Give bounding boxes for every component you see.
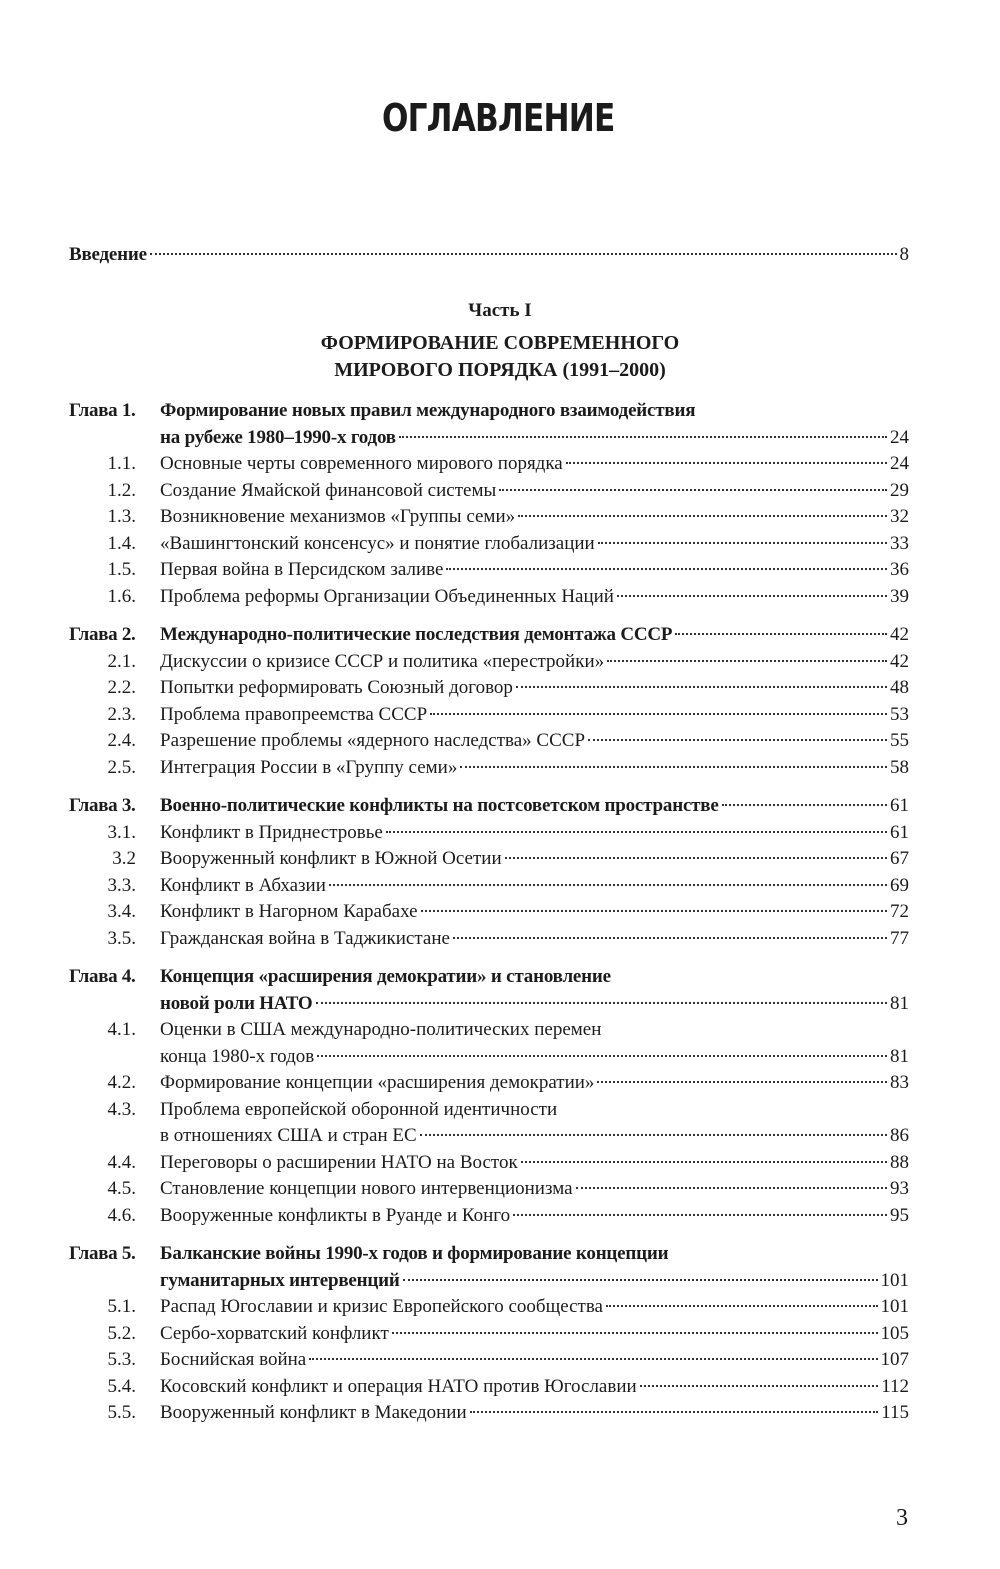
leader-dots: [420, 1134, 887, 1136]
page-ref: 24: [890, 427, 909, 448]
toc-chapter-row[interactable]: [0, 622, 1000, 652]
toc-section-row[interactable]: [0, 846, 1000, 876]
leader-dots: [399, 436, 887, 438]
section-number: 3.3.: [107, 875, 136, 896]
page-ref: 101: [880, 1270, 909, 1291]
page-ref: 53: [890, 704, 909, 725]
leader-dots: [309, 1358, 877, 1360]
toc-section-row[interactable]: [0, 1294, 1000, 1324]
leader-dots: [617, 595, 887, 597]
section-title: Проблема правопреемства СССР: [160, 704, 428, 725]
leader-dots: [606, 1305, 878, 1307]
section-number: 4.2.: [107, 1072, 136, 1093]
chapter-label: Глава 4.: [69, 966, 136, 987]
section-title: Формирование концепции «расширения демократии»: [160, 1072, 595, 1093]
page-ref: 29: [890, 480, 909, 501]
page-ref: 95: [890, 1205, 909, 1226]
page-ref: 48: [890, 677, 909, 698]
section-title: Проблема реформы Организации Объединенных Наций: [160, 586, 614, 607]
intro-title: Введение: [69, 244, 147, 265]
leader-dots: [386, 831, 887, 833]
section-title: Конфликт в Нагорном Карабахе: [160, 901, 418, 922]
section-number: 2.2.: [107, 677, 136, 698]
section-title: Оценки в США международно-политических перемен: [160, 1019, 602, 1040]
section-number: 3.2: [112, 848, 136, 869]
section-title: Переговоры о расширении НАТО на Восток: [160, 1152, 518, 1173]
toc-section-row[interactable]: [0, 504, 1000, 534]
leader-dots: [598, 542, 887, 544]
section-number: 4.6.: [107, 1205, 136, 1226]
page-ref: 83: [890, 1072, 909, 1093]
section-title: Создание Ямайской финансовой системы: [160, 480, 497, 501]
section-title: Распад Югославии и кризис Европейского сообщества: [160, 1296, 603, 1317]
leader-dots: [640, 1385, 879, 1387]
leader-dots: [453, 937, 887, 939]
part-title: [0, 330, 1000, 384]
section-title: Попытки реформировать Союзный договор: [160, 677, 513, 698]
section-number: 4.4.: [107, 1152, 136, 1173]
page-ref: 55: [890, 730, 909, 751]
chapter-title: на рубеже 1980–1990-х годов: [160, 427, 396, 448]
intro-page: 8: [899, 244, 909, 265]
chapter-title: Балканские войны 1990-х годов и формирование концепции: [160, 1243, 669, 1264]
leader-dots: [607, 660, 887, 662]
toc-section-row[interactable]: [0, 1017, 1000, 1047]
page-ref: 77: [890, 928, 909, 949]
section-number: 5.5.: [107, 1402, 136, 1423]
toc-intro-row[interactable]: [0, 242, 1000, 272]
leader-dots: [446, 568, 887, 570]
toc-chapter-row[interactable]: [0, 1241, 1000, 1271]
chapter-title: Концепция «расширения демократии» и становление: [160, 966, 611, 987]
page-ref: 33: [890, 533, 909, 554]
chapter-title: Формирование новых правил международного взаимодействия: [160, 400, 696, 421]
toc-chapter-row[interactable]: [0, 964, 1000, 994]
toc-section-row[interactable]: [0, 1203, 1000, 1233]
leader-dots: [316, 1002, 887, 1004]
toc-chapter-row[interactable]: [0, 793, 1000, 823]
leader-dots: [392, 1332, 878, 1334]
section-title: Конфликт в Абхазии: [160, 875, 326, 896]
leader-dots: [566, 462, 887, 464]
section-title: Основные черты современного мирового порядка: [160, 453, 563, 474]
section-title: Первая война в Персидском заливе: [160, 559, 444, 580]
page-ref: 105: [880, 1323, 909, 1344]
section-number: 5.3.: [107, 1349, 136, 1370]
toc-section-row[interactable]: [0, 728, 1000, 758]
page-ref: 61: [890, 822, 909, 843]
leader-dots: [317, 1055, 887, 1057]
leader-dots: [505, 857, 887, 859]
leader-dots: [421, 910, 887, 912]
page-ref: 32: [890, 506, 909, 527]
section-number: 4.3.: [107, 1099, 136, 1120]
section-number: 2.5.: [107, 757, 136, 778]
chapter-title: новой роли НАТО: [160, 993, 313, 1014]
toc-section-row[interactable]: [0, 557, 1000, 587]
leader-dots: [516, 686, 887, 688]
chapter-label: Глава 3.: [69, 795, 136, 816]
section-number: 1.2.: [107, 480, 136, 501]
section-number: 3.4.: [107, 901, 136, 922]
leader-dots: [675, 633, 887, 635]
page-ref: 61: [890, 795, 909, 816]
page-ref: 58: [890, 757, 909, 778]
leader-dots: [521, 1161, 887, 1163]
section-number: 1.1.: [107, 453, 136, 474]
section-title: Вооруженные конфликты в Руанде и Конго: [160, 1205, 511, 1226]
page-ref: 81: [890, 993, 909, 1014]
section-title: Гражданская война в Таджикистане: [160, 928, 450, 949]
chapter-title: Международно-политические последствия демонтажа СССР: [160, 624, 673, 645]
toc-section-row[interactable]: [0, 899, 1000, 929]
page-ref: 72: [890, 901, 909, 922]
toc-section-row[interactable]: [0, 926, 1000, 956]
leader-dots: [470, 1411, 879, 1413]
chapter-label: Глава 5.: [69, 1243, 136, 1264]
toc-section-row[interactable]: [0, 1123, 1000, 1153]
page-ref: 36: [890, 559, 909, 580]
section-number: 1.5.: [107, 559, 136, 580]
section-number: 3.1.: [107, 822, 136, 843]
section-number: 4.1.: [107, 1019, 136, 1040]
section-number: 2.4.: [107, 730, 136, 751]
page-ref: 42: [890, 651, 909, 672]
leader-dots: [597, 1081, 887, 1083]
page-ref: 67: [890, 848, 909, 869]
toc-section-row[interactable]: [0, 1400, 1000, 1430]
page-ref: 93: [890, 1178, 909, 1199]
section-title: Интеграция России в «Группу семи»: [160, 757, 458, 778]
leader-dots: [403, 1279, 878, 1281]
toc-section-row[interactable]: [0, 1070, 1000, 1100]
page-ref: 69: [890, 875, 909, 896]
page-ref: 101: [880, 1296, 909, 1317]
toc-section-row[interactable]: [0, 1347, 1000, 1377]
leader-dots: [576, 1187, 887, 1189]
leader-dots: [430, 713, 887, 715]
page-ref: 112: [881, 1376, 909, 1397]
page-ref: 86: [890, 1125, 909, 1146]
toc-section-row[interactable]: [0, 451, 1000, 481]
section-title: Косовский конфликт и операция НАТО против Югославии: [160, 1376, 637, 1397]
leader-dots: [513, 1214, 887, 1216]
leader-dots: [460, 766, 887, 768]
chapter-title: Военно-политические конфликты на постсоветском пространстве: [160, 795, 719, 816]
section-title: Боснийская война: [160, 1349, 307, 1370]
leader-dots: [150, 253, 897, 255]
toc-section-row[interactable]: [0, 755, 1000, 785]
section-title: Проблема европейской оборонной идентичности: [160, 1099, 558, 1120]
section-number: 5.2.: [107, 1323, 136, 1344]
section-number: 4.5.: [107, 1178, 136, 1199]
section-title: Вооруженный конфликт в Южной Осетии: [160, 848, 502, 869]
section-title: Разрешение проблемы «ядерного наследства» СССР: [160, 730, 586, 751]
part-label: Часть I: [468, 300, 532, 321]
section-number: 3.5.: [107, 928, 136, 949]
section-title: Становление концепции нового интервенционизма: [160, 1178, 573, 1199]
part-title-line-2: МИРОВОГО ПОРЯДКА (1991–2000): [334, 359, 666, 381]
section-number: 5.1.: [107, 1296, 136, 1317]
leader-dots: [329, 884, 887, 886]
leader-dots: [518, 515, 887, 517]
page-ref: 107: [880, 1349, 909, 1370]
toc-section-row[interactable]: [0, 675, 1000, 705]
section-title: «Вашингтонский консенсус» и понятие глобализации: [160, 533, 595, 554]
toc-section-row[interactable]: [0, 584, 1000, 614]
section-number: 1.6.: [107, 586, 136, 607]
toc-section-row[interactable]: [0, 1176, 1000, 1206]
section-number: 1.3.: [107, 506, 136, 527]
page-ref: 42: [890, 624, 909, 645]
section-title: Конфликт в Приднестровье: [160, 822, 383, 843]
part-title-line-1: ФОРМИРОВАНИЕ СОВРЕМЕННОГО: [320, 332, 680, 354]
section-title: в отношениях США и стран ЕС: [160, 1125, 417, 1146]
chapter-title: гуманитарных интервенций: [160, 1270, 400, 1291]
page-ref: 88: [890, 1152, 909, 1173]
section-number: 5.4.: [107, 1376, 136, 1397]
leader-dots: [499, 489, 887, 491]
section-title: Вооруженный конфликт в Македонии: [160, 1402, 467, 1423]
section-title: Возникновение механизмов «Группы семи»: [160, 506, 516, 527]
page-ref: 115: [881, 1402, 909, 1423]
page-ref: 24: [890, 453, 909, 474]
chapter-label: Глава 1.: [69, 400, 136, 421]
section-number: 1.4.: [107, 533, 136, 554]
section-title: Дискуссии о кризисе СССР и политика «перестройки»: [160, 651, 605, 672]
section-title: Сербо-хорватский конфликт: [160, 1323, 389, 1344]
page-title: ОГЛАВЛЕНИЕ: [381, 96, 615, 140]
chapter-label: Глава 2.: [69, 624, 136, 645]
page-number: 3: [896, 1505, 908, 1531]
page-ref: 39: [890, 586, 909, 607]
section-title: конца 1980-х годов: [160, 1046, 315, 1067]
section-number: 2.1.: [107, 651, 136, 672]
page-ref: 81: [890, 1046, 909, 1067]
leader-dots: [722, 804, 887, 806]
toc-chapter-row[interactable]: [0, 398, 1000, 428]
leader-dots: [588, 739, 887, 741]
section-number: 2.3.: [107, 704, 136, 725]
